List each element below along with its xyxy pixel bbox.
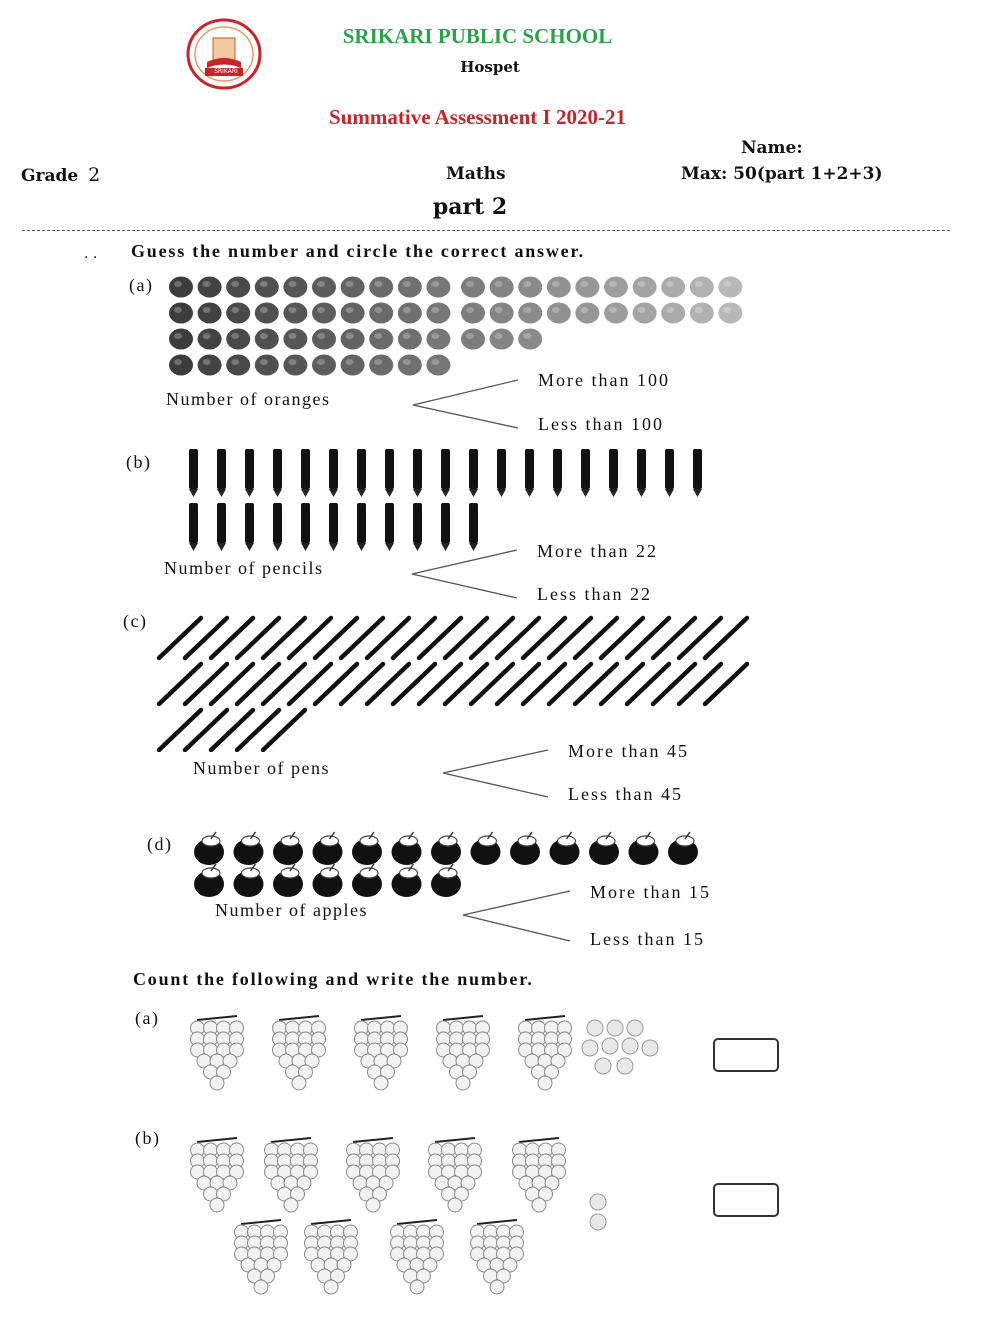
grape-bunch-group-b — [185, 1130, 615, 1300]
grape-bunch-icon — [513, 1138, 566, 1212]
count-a-letter: (a) — [135, 1008, 160, 1028]
answer-box-b[interactable] — [713, 1183, 779, 1217]
loose-grape-icon — [617, 1058, 633, 1074]
logo-text: SRIKARI — [214, 68, 238, 75]
max-marks: Max: 50(part 1+2+3) — [681, 164, 883, 184]
item-b-option-more[interactable]: More than 22 — [537, 541, 658, 561]
item-a-label: Number of oranges — [166, 389, 331, 409]
loose-grape-icon — [587, 1020, 603, 1036]
grape-bunch-group-a — [185, 1010, 685, 1095]
loose-grape-icon — [590, 1214, 606, 1230]
grape-bunch-icon — [347, 1138, 400, 1212]
grape-bunch-icon — [519, 1016, 572, 1090]
loose-grape-icon — [642, 1040, 658, 1056]
loose-grape-icon — [627, 1020, 643, 1036]
item-c-option-less[interactable]: Less than 45 — [568, 784, 683, 804]
loose-grape-icon — [602, 1038, 618, 1054]
grape-bunch-icon — [305, 1220, 358, 1294]
grape-bunch-icon — [273, 1016, 326, 1090]
school-town: Hospet — [460, 58, 520, 76]
item-d-option-less[interactable]: Less than 15 — [590, 929, 705, 949]
item-b-label: Number of pencils — [164, 558, 324, 578]
item-a-option-less[interactable]: Less than 100 — [538, 414, 664, 434]
grape-bunch-icon — [355, 1016, 408, 1090]
item-d-letter: (d) — [147, 834, 173, 854]
count-b-letter: (b) — [135, 1128, 161, 1148]
loose-grape-icon — [607, 1020, 623, 1036]
q2-instruction: Count the following and write the number. — [133, 969, 534, 989]
loose-grape-icon — [595, 1058, 611, 1074]
item-b-letter: (b) — [126, 452, 152, 472]
grade-label: Grade — [21, 166, 79, 186]
part-title: part 2 — [432, 194, 508, 220]
grade-value: 2 — [88, 164, 101, 186]
item-b-option-less[interactable]: Less than 22 — [537, 584, 652, 604]
grape-bunch-icon — [265, 1138, 318, 1212]
grape-bunch-icon — [191, 1138, 244, 1212]
item-c-letter: (c) — [123, 611, 148, 631]
exam-title: Summative Assessment I 2020-21 — [329, 105, 626, 129]
item-c-option-more[interactable]: More than 45 — [568, 741, 689, 761]
grape-bunch-icon — [437, 1016, 490, 1090]
grape-bunch-icon — [235, 1220, 288, 1294]
school-name: SRIKARI PUBLIC SCHOOL — [342, 24, 613, 48]
item-c-label: Number of pens — [193, 758, 330, 778]
loose-grape-icon — [622, 1038, 638, 1054]
item-a-option-more[interactable]: More than 100 — [538, 370, 670, 390]
subject: Maths — [446, 164, 506, 184]
item-a-letter: (a) — [129, 275, 154, 295]
loose-grape-icon — [582, 1040, 598, 1056]
answer-box-a[interactable] — [713, 1038, 779, 1072]
q1-bullet: . . — [84, 246, 98, 262]
q1-instruction: Guess the number and circle the correct answer. — [131, 241, 585, 261]
grape-bunch-icon — [391, 1220, 444, 1294]
grape-bunch-icon — [471, 1220, 524, 1294]
item-d-label: Number of apples — [215, 900, 368, 920]
loose-grape-icon — [590, 1194, 606, 1210]
grape-bunch-icon — [429, 1138, 482, 1212]
name-label: Name: — [741, 138, 803, 158]
grape-bunch-icon — [191, 1016, 244, 1090]
item-d-option-more[interactable]: More than 15 — [590, 882, 711, 902]
